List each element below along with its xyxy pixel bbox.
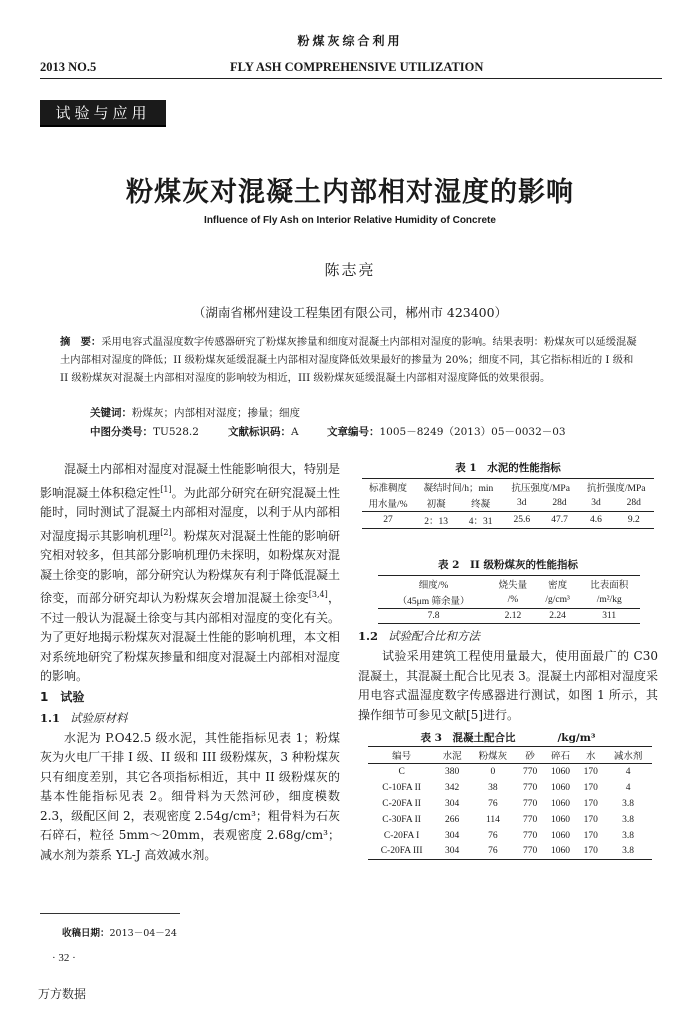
doc-code-label: 文献标识码： [228,426,291,438]
table-header: （45μm 筛余量） [378,592,489,609]
table-row [362,512,654,529]
table-cell: 1060 [550,782,570,793]
table-cell: 4：31 [468,517,493,527]
keywords [90,405,300,420]
section-heading-1: 1 试验 [40,689,85,704]
left-column [40,460,340,865]
table-cell: 304 [445,846,460,857]
table-cell: 170 [583,846,598,857]
article-number [327,424,566,439]
table-cell: 380 [445,766,460,777]
journal-name-cn: 粉煤灰综合利用 [297,34,403,48]
table-cell: 4.6 [590,515,602,525]
table-row [368,828,652,844]
table3-caption: 表 3 混凝土配合比 /kg/m³ [420,732,596,744]
paper-title: 粉煤灰对混凝土内部相对湿度的影响 [126,177,574,208]
article-number-text: 1005－8249（2013）05－0032－03 [379,426,566,438]
table-row [378,609,640,624]
table-header: 密度 [548,581,568,591]
received-value: 2013－04－24 [109,928,177,939]
table-header: 抗压强度/MPa [511,484,570,494]
doc-code [228,424,299,439]
subsection-title: 试验原材料 [70,710,128,725]
table-cell: 1060 [550,830,570,841]
table-cell: 2.24 [549,611,566,621]
table-header: 烧失量 [498,581,528,591]
table-cell: 3.8 [622,814,635,825]
table-cell: 3.8 [622,830,635,841]
table-header: 比表面积 [590,581,629,591]
right-column [358,626,658,725]
subsection-number: 1.1 [40,710,61,725]
table-cell: C [398,766,405,777]
table-header: /m²/kg [578,592,640,609]
table-cell: 3.8 [622,798,635,809]
table-cell: 170 [583,798,598,809]
citation-ref: [3,4] [308,590,328,599]
table-row [368,796,652,812]
subsection-number: 1.2 [358,629,379,643]
table-cell: 770 [523,846,538,857]
watermark: 万方数据 [38,987,87,1001]
table-cell: 770 [523,830,538,841]
table-cell: C-20FA II [382,798,421,809]
subsection-heading-1-2 [358,626,658,647]
table-row [368,812,652,828]
table-header: 28d [541,495,579,512]
table-header: 用水量/% [362,495,414,512]
table-cell: 27 [383,515,393,525]
table-cell: 4 [625,766,631,777]
paper-title-en: Influence of Fly Ash on Interior Relative Humidity of Concrete [204,215,496,226]
page-number: · 32 · [52,952,76,964]
table-header: 28d [614,495,654,512]
footnote-rule [40,913,180,914]
table-cell: 770 [523,782,538,793]
table-row [368,764,652,780]
intro-text-c: 。粉煤灰对混凝土性能的影响研究相对较多，但其部分影响机理仍未探明，如粉煤灰对混凝土徐变的影响，部分研究认为粉煤灰有利于降低混凝土徐变，而部分研究却认为粉煤灰会增加混凝土徐变 [40,528,341,605]
table1-cement-properties [362,478,654,529]
table-header: 粉煤灰 [469,747,517,764]
table-header: 水泥 [435,747,469,764]
journal-name-en: FLY ASH COMPREHENSIVE UTILIZATION [230,60,484,74]
table3-mix-proportions [368,746,652,860]
table-cell: 1060 [550,766,570,777]
table2-flyash-properties [378,575,640,624]
table-cell: C-20FA I [383,830,420,841]
table-cell: 9.2 [627,515,640,525]
subsection-heading-1-1 [40,708,340,729]
table-cell: 770 [523,766,538,777]
abstract-label: 摘 要： [60,336,102,348]
citation-ref: [2] [160,527,172,537]
affiliation: （湖南省郴州建设工程集团有限公司，郴州市 423400） [192,305,508,320]
issue-number: 2013 NO.5 [40,60,97,74]
intro-paragraph [40,460,340,687]
table-cell: 76 [488,798,498,809]
table-cell: 1060 [550,846,570,857]
table-cell: C-30FA II [382,814,421,825]
table-cell: 170 [583,830,598,841]
table-cell: 170 [583,766,598,777]
article-number-label: 文章编号： [327,426,380,438]
intro-text-b: 。为此部分研究在研究混凝土性能时，同时测试了混凝土内部相对湿度，以利于从内部相对湿度揭示其影响机理 [40,485,341,543]
table-cell: 76 [488,846,498,857]
intro-text-d: ，不过一般认为混凝土徐变与其内部相对湿度的变化有关。为了更好地揭示粉煤灰对混凝土性能的影响机理，本文相对系统地研究了粉煤灰掺量和细度对混凝土内部相对湿度的影响。 [40,591,341,683]
table-header: 碎石 [544,747,578,764]
table-row [368,844,652,860]
table-cell: 304 [445,830,460,841]
table-cell: 170 [583,814,598,825]
header-rule [40,78,662,79]
classification-label: 中图分类号： [90,426,153,438]
abstract-text: 采用电容式温湿度数字传感器研究了粉煤灰掺量和细度对混凝土内部相对湿度的影响。结果表明：粉煤灰可以延缓混凝土内部相对湿度的降低；II 级粉煤灰延缓混凝土内部相对湿度降低效果最好的掺量为 20%；细度不同，其它指标相近的 I 级和 II 级粉煤灰对混凝土内部相对湿度的影响较为相近，III 级粉煤灰延缓混凝土内部相对湿度降低的效果很弱。 [60,336,637,384]
table-header: 3d [503,495,541,512]
table-row [368,780,652,796]
received-date [62,925,177,939]
table-header: 抗折强度/MPa [586,484,646,494]
abstract [60,333,642,387]
table-cell: 7.8 [427,611,440,621]
table-header: 初凝 [414,495,458,512]
table-cell: 342 [445,782,460,793]
table-header: 3d [578,495,613,512]
table-cell: 38 [488,782,498,793]
intro-text-a: 混凝土内部相对湿度对混凝土性能影响很大，特别是影响混凝土体积稳定性 [40,462,341,500]
table-cell: 304 [445,798,460,809]
table-header: /g/cm³ [537,592,579,609]
table-cell: 2.12 [504,611,522,621]
table-header: 砂 [517,747,544,764]
citation-ref: [1] [160,484,172,494]
materials-paragraph: 水泥为 P.O42.5 级水泥，其性能指标见表 1；粉煤灰为火电厂干排 I 级、II 级和 III 级粉煤灰，3 种粉煤灰只有细度差别，其它各项指标相近，其中 II 级粉煤灰的基本性能指标见表 2。细骨料为天然河砂，细度模数 2.3，级配区间 2，表观密度 2.54g/cm³；粗骨料为石灰石碎石，粒径 5mm～20mm，表观密度 2.68g/cm³；减水剂为萘系 YL-J 高效减水剂。 [40,730,340,862]
classification-text: TU528.2 [153,426,199,438]
table-header: 水 [577,747,604,764]
section-tag: 试验与应用 [40,100,166,127]
table-cell: 770 [523,798,538,809]
table1-caption: 表 1 水泥的性能指标 [455,462,561,474]
author: 陈志亮 [324,261,376,279]
subsection-title: 试验配合比和方法 [388,629,481,643]
table-header: 标准稠度 [368,484,407,494]
table-header: 凝结时间/h；min [423,484,494,494]
table-cell: 770 [523,814,538,825]
table-header: 终凝 [458,495,502,512]
table-cell: C-20FA III [380,846,423,857]
table-header: /% [489,592,537,609]
keywords-text: 粉煤灰；内部相对湿度；掺量；细度 [132,407,300,419]
keywords-label: 关键词： [90,407,132,419]
doc-code-text: A [291,426,299,438]
table-cell: 4 [625,782,631,793]
method-paragraph: 试验采用建筑工程使用量最大，使用面最广的 C30 混凝土，其混凝土配合比见表 3。混凝土内部相对湿度采用电容式温湿度数字传感器进行测试，如图 1 所示，其操作细节可参见文献[5]进行。 [358,649,658,722]
table-cell: 76 [488,830,498,841]
table-cell: 2：13 [424,517,449,527]
table-cell: 114 [485,814,500,825]
table-cell: 25.6 [513,515,531,525]
table-cell: 3.8 [622,846,635,857]
table-header: 编号 [368,747,435,764]
table-cell: 170 [583,782,598,793]
table-cell: 47.7 [551,515,568,525]
table-cell: 266 [445,814,460,825]
table2-caption: 表 2 II 级粉煤灰的性能指标 [438,559,578,571]
table-cell: 1060 [550,814,570,825]
table-cell: C-10FA II [382,782,421,793]
table-cell: 1060 [550,798,570,809]
received-label: 收稿日期： [62,928,110,939]
table-cell: 0 [490,766,496,777]
table-cell: 311 [602,611,617,621]
table-header: 细度/% [418,581,449,591]
classification [90,424,199,439]
table-header: 减水剂 [604,747,652,764]
